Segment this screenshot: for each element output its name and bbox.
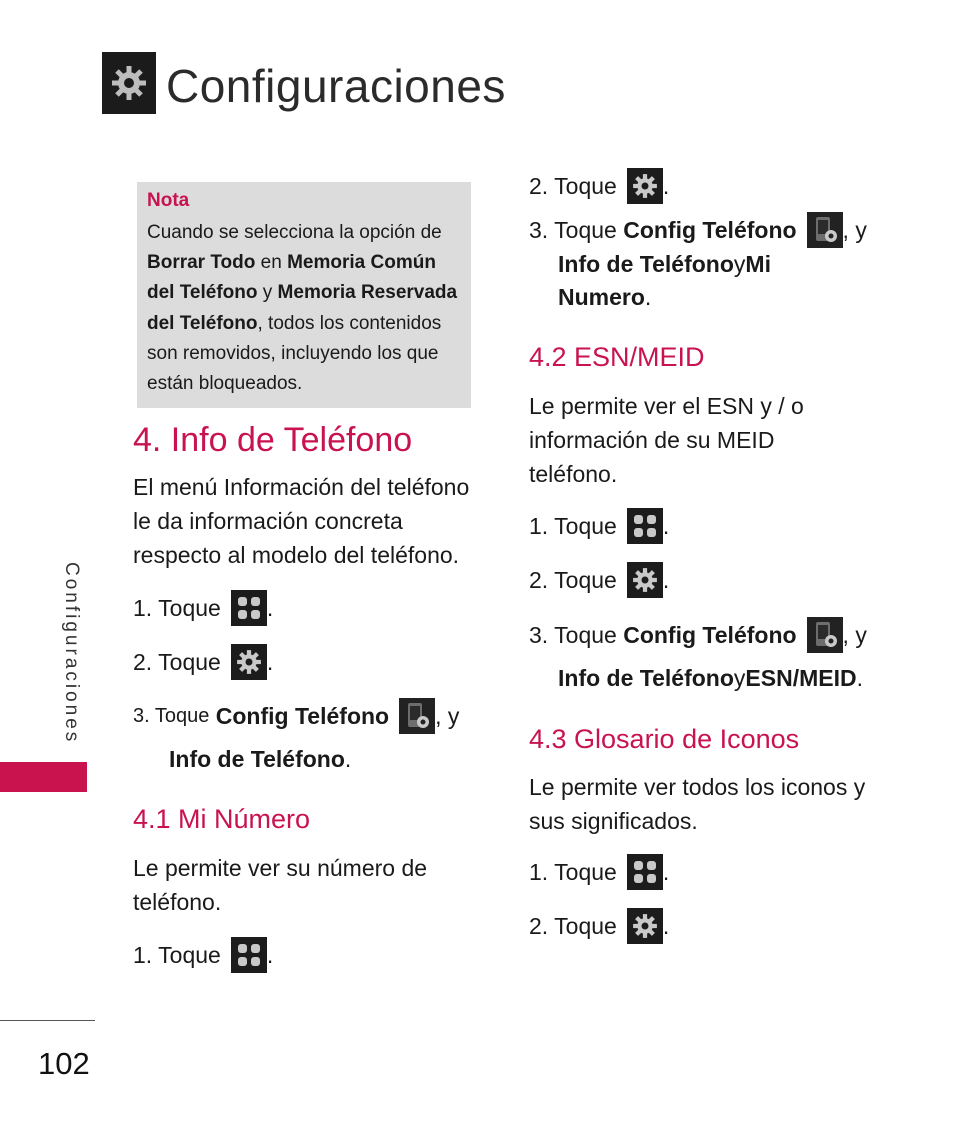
phone-settings-icon [399,698,435,734]
step-3: 3. Toque Config Teléfono , y [133,698,459,734]
step-3-mi-numero: 3. Toque Config Teléfono , y [529,212,867,248]
page-number: 102 [38,1046,90,1081]
note-line: están bloqueados. [147,373,303,395]
step-3-continued: Info de Teléfono . [169,746,352,772]
step-3-esn-meid: 3. Toque Config Teléfono , y [529,617,867,653]
phone-settings-icon [807,617,843,653]
settings-gear-icon [627,908,663,944]
section-intro: El menú Información del teléfono le da información concreta respecto al modelo del teléfono. [133,474,470,568]
note-line: son removidos, incluyendo los que [147,342,439,364]
step-2-esn-meid: 2. Toque . [529,562,669,598]
note-line: Borrar Todo en Memoria Común [147,252,436,274]
step-3-mi-numero-line3: Numero . [558,284,652,310]
step-1-mi-numero: 1. Toque . [133,937,273,973]
note-box [137,182,471,408]
menu-grid-icon [231,937,267,973]
step-1-glosario: 1. Toque . [529,854,669,890]
settings-gear-icon [231,644,267,680]
settings-gear-icon [627,168,663,204]
section-heading: 4. Info de Teléfono [133,421,413,459]
step-3-esn-meid-line2: Info de Teléfono y ESN/MEID . [558,665,863,691]
subsection-heading-glosario: 4.3 Glosario de Iconos [529,724,800,754]
note-title: Nota [147,190,190,211]
menu-grid-icon [627,508,663,544]
note-line: del Teléfono y Memoria Reservada [147,282,458,304]
step-1: 1. Toque . [133,590,273,626]
menu-grid-icon [627,854,663,890]
phone-settings-icon [807,212,843,248]
section-side-label: Configuraciones [61,562,82,745]
settings-gear-icon [627,562,663,598]
step-1-esn-meid: 1. Toque . [529,508,669,544]
subsection-heading-mi-numero: 4.1 Mi Número [133,804,311,834]
subsection-heading-esn-meid: 4.2 ESN/MEID [529,342,705,372]
subsection-text-mi-numero: Le permite ver su número de teléfono. [133,855,428,915]
menu-grid-icon [231,590,267,626]
step-2-glosario: 2. Toque . [529,908,669,944]
page-title: Configuraciones [166,60,506,112]
subsection-text-esn-meid: Le permite ver el ESN y / o información de su MEID teléfono. [529,393,804,487]
note-line: Cuando se selecciona la opción de [147,222,442,243]
footer-rule [0,1020,95,1021]
step-2: 2. Toque . [133,644,273,680]
step-3-mi-numero-line2: Info de Teléfono y Mi [558,251,771,277]
section-side-marker [0,762,87,792]
step-2-continued: 2. Toque . [529,168,669,204]
note-line: del Teléfono, todos los contenidos [147,312,442,334]
settings-gear-icon [102,52,156,114]
subsection-text-glosario: Le permite ver todos los iconos y sus significados. [529,774,866,834]
